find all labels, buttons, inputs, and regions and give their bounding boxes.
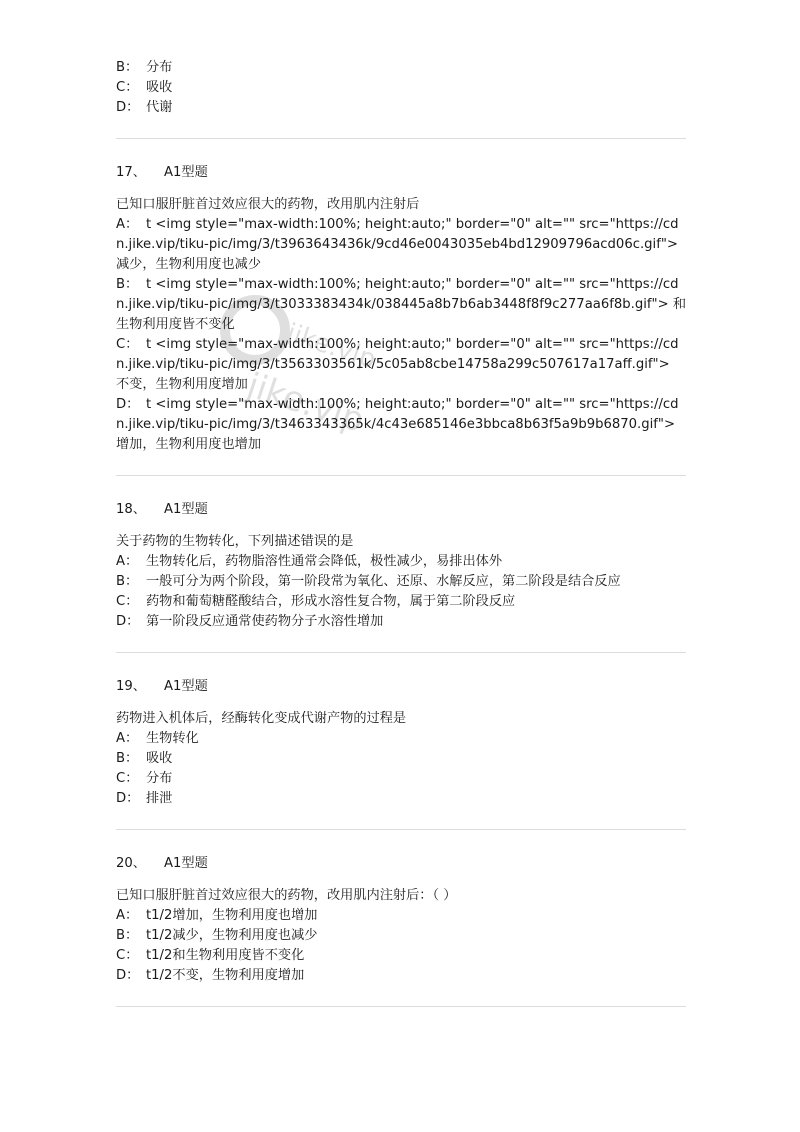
divider bbox=[116, 138, 686, 139]
question-header: 20、 A1型题 bbox=[116, 856, 208, 871]
document-page bbox=[116, 58, 686, 1007]
option-b: B： t1/2减少，生物利用度也减少 bbox=[116, 928, 318, 943]
watermark-text-large: jike.vip bbox=[242, 365, 369, 441]
option-a: A： 生物转化 bbox=[116, 731, 199, 746]
question-20 bbox=[116, 854, 686, 986]
option-d: D： t <img style="max-width:100%; height:auto;" border="0" alt="" src="https://cdn.jike.vip/tiku-pic/img/3/t3463343365k/4c43e685146e3bbca8b63f5a9b9b6870.gif"> 增加，生物利用度也增加 bbox=[116, 397, 679, 452]
option-c: C： t1/2和生物利用度皆不变化 bbox=[116, 948, 305, 963]
question-17 bbox=[116, 163, 686, 455]
divider bbox=[116, 475, 686, 476]
option-d: D： t1/2不变，生物利用度增加 bbox=[116, 968, 305, 983]
question-stem: 已知口服肝脏首过效应很大的药物，改用肌内注射后 bbox=[116, 197, 420, 212]
question-header: 17、 A1型题 bbox=[116, 165, 208, 180]
option-c: C： 分布 bbox=[116, 771, 173, 786]
option-c: C： 吸收 bbox=[116, 80, 173, 95]
question-header: 18、 A1型题 bbox=[116, 502, 208, 517]
option-c: C： t <img style="max-width:100%; height:auto;" border="0" alt="" src="https://cdn.jike.vip/tiku-pic/img/3/t3563303561k/5c05ab8cbe14758a299c507617a17aff.gif"> 不变，生物利用度增加 bbox=[116, 337, 679, 392]
option-d: D： 代谢 bbox=[116, 100, 173, 115]
option-c: C： 药物和葡萄糖醛酸结合，形成水溶性复合物，属于第二阶段反应 bbox=[116, 594, 516, 609]
q16-options-tail bbox=[116, 58, 686, 118]
divider bbox=[116, 652, 686, 653]
question-stem: 药物进入机体后，经酶转化变成代谢产物的过程是 bbox=[116, 711, 407, 726]
option-a: A： t <img style="max-width:100%; height:auto;" border="0" alt="" src="https://cdn.jike.vip/tiku-pic/img/3/t3963643436k/9cd46e0043035eb4bd12909796acd06c.gif"> 减少，生物利用度也减少 bbox=[116, 217, 679, 272]
option-b: B： 吸收 bbox=[116, 751, 173, 766]
option-d: D： 第一阶段反应通常使药物分子水溶性增加 bbox=[116, 614, 384, 629]
question-stem: 关于药物的生物转化，下列描述错误的是 bbox=[116, 534, 354, 549]
option-b: B： t <img style="max-width:100%; height:auto;" border="0" alt="" src="https://cdn.jike.vip/tiku-pic/img/3/t3033383434k/038445a8b7b6ab3448f8f9c277aa6f8b.gif"> 和生物利用度皆不变化 bbox=[116, 277, 687, 332]
option-d: D： 排泄 bbox=[116, 791, 173, 806]
option-b: B： 一般可分为两个阶段，第一阶段常为氧化、还原、水解反应，第二阶段是结合反应 bbox=[116, 574, 621, 589]
question-18 bbox=[116, 500, 686, 632]
question-header: 19、 A1型题 bbox=[116, 679, 208, 694]
option-a: A： 生物转化后，药物脂溶性通常会降低，极性减少，易排出体外 bbox=[116, 554, 503, 569]
divider bbox=[116, 829, 686, 830]
question-19 bbox=[116, 677, 686, 809]
divider bbox=[116, 1006, 686, 1007]
option-a: A： t1/2增加，生物利用度也增加 bbox=[116, 908, 318, 923]
option-b: B： 分布 bbox=[116, 60, 173, 75]
question-stem: 已知口服肝脏首过效应很大的药物，改用肌内注射后：（ ） bbox=[116, 888, 457, 903]
watermark-text: jike.vip bbox=[282, 318, 380, 376]
